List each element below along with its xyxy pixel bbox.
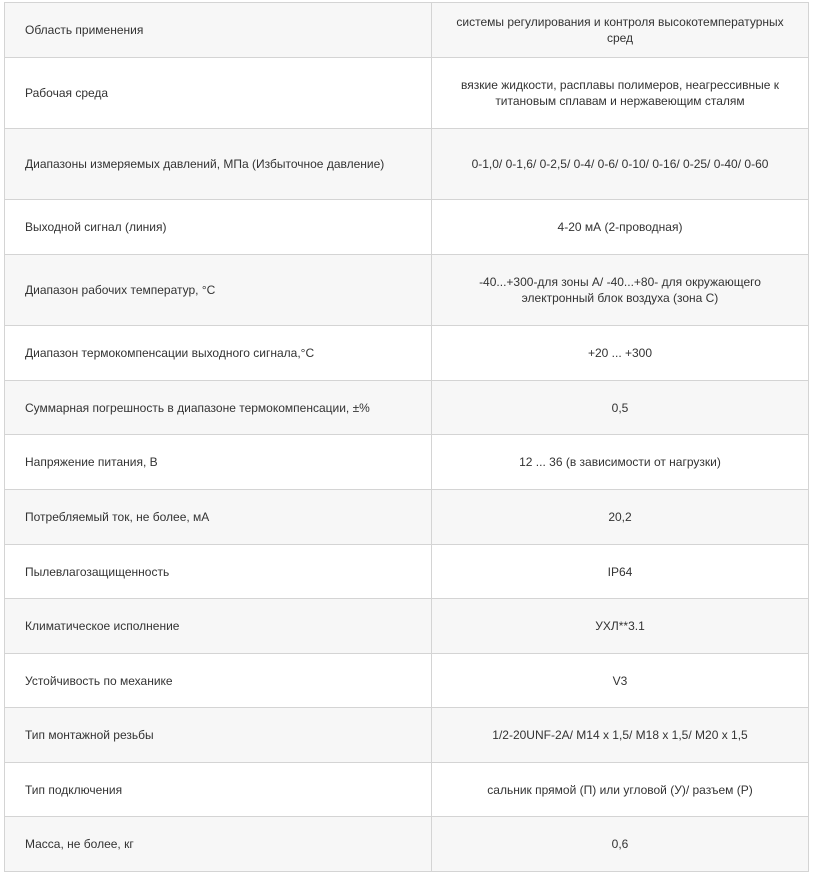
spec-value: 20,2 [432,490,809,545]
spec-value: системы регулирования и контроля высокотемпературных сред [432,3,809,58]
spec-label: Выходной сигнал (линия) [5,200,432,255]
spec-label: Тип подключения [5,763,432,817]
spec-value: 0,5 [432,381,809,435]
spec-label: Диапазон термокомпенсации выходного сигнала,°С [5,326,432,381]
spec-label: Пылевлагозащищенность [5,545,432,599]
spec-row [5,817,809,872]
spec-row [5,545,809,599]
spec-label: Потребляемый ток, не более, мА [5,490,432,545]
spec-label: Климатическое исполнение [5,599,432,654]
spec-label: Устойчивость по механике [5,654,432,708]
spec-label: Масса, не более, кг [5,817,432,872]
spec-row [5,708,809,763]
spec-label: Напряжение питания, В [5,435,432,490]
spec-label: Суммарная погрешность в диапазоне термокомпенсации, ±% [5,381,432,435]
spec-value: V3 [432,654,809,708]
spec-row [5,763,809,817]
spec-row [5,490,809,545]
spec-value: +20 ... +300 [432,326,809,381]
spec-row [5,599,809,654]
spec-row [5,381,809,435]
specifications-table [4,2,809,872]
spec-row [5,3,809,58]
spec-row [5,654,809,708]
spec-value: 1/2-20UNF-2A/ M14 х 1,5/ M18 х 1,5/ M20 х 1,5 [432,708,809,763]
spec-value: 4-20 мА (2-проводная) [432,200,809,255]
spec-label: Диапазоны измеряемых давлений, МПа (Избыточное давление) [5,129,432,200]
spec-value: вязкие жидкости, расплавы полимеров, неагрессивные к титановым сплавам и нержавеющим сталям [432,58,809,129]
spec-value: 0,6 [432,817,809,872]
spec-label: Рабочая среда [5,58,432,129]
spec-value: сальник прямой (П) или угловой (У)/ разъем (Р) [432,763,809,817]
spec-value: 0-1,0/ 0-1,6/ 0-2,5/ 0-4/ 0-6/ 0-10/ 0-16/ 0-25/ 0-40/ 0-60 [432,129,809,200]
spec-row [5,255,809,326]
spec-value: 12 ... 36 (в зависимости от нагрузки) [432,435,809,490]
spec-value: УХЛ**3.1 [432,599,809,654]
spec-label: Тип монтажной резьбы [5,708,432,763]
spec-row [5,58,809,129]
spec-label: Диапазон рабочих температур, °С [5,255,432,326]
spec-row [5,200,809,255]
spec-value: IP64 [432,545,809,599]
spec-row [5,129,809,200]
spec-row [5,326,809,381]
spec-row [5,435,809,490]
spec-label: Область применения [5,3,432,58]
spec-value: -40...+300-для зоны А/ -40...+80- для окружающего электронный блок воздуха (зона С) [432,255,809,326]
